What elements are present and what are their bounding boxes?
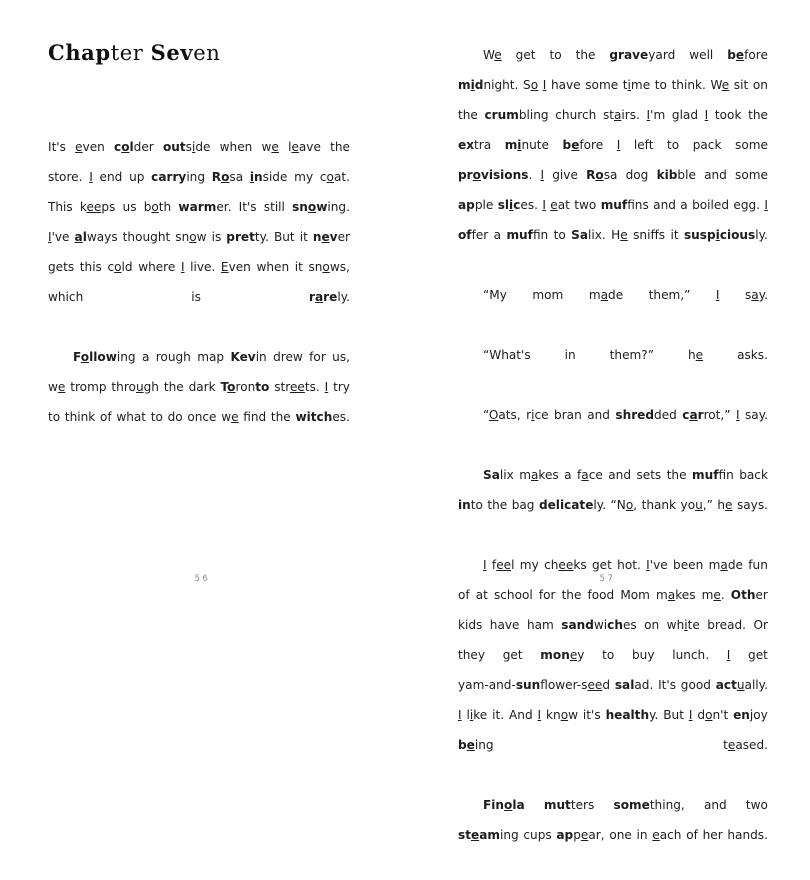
word: at [475,588,488,602]
word: hot. [617,558,641,572]
word: always [74,230,118,245]
chapter-title-segment-3: en [193,41,221,65]
word: have [550,78,581,92]
word: think [64,410,96,425]
word: thank [641,498,677,512]
word: I [540,168,545,182]
word: two [574,198,597,212]
word: store. [48,170,83,185]
word: And [509,708,533,722]
word: offer [458,228,489,242]
word: white [666,618,700,632]
word: the [575,48,596,62]
word: they [458,648,486,662]
word: I [726,648,731,662]
word: colder [114,140,154,155]
word: of [686,828,698,842]
word: gets [48,260,75,275]
paragraph [458,280,768,340]
word: took [714,108,742,122]
word: it [294,260,303,275]
word: to [553,228,566,242]
word: and [653,198,676,212]
word: Even [220,260,251,275]
word: boiled [692,198,730,212]
chapter-title-segment-2: Sev [150,40,194,65]
word: cheeks [544,558,587,572]
word: give [552,168,578,182]
word: “Oats, [483,408,521,422]
word: say. [744,288,768,302]
word: when [256,260,290,275]
word: back [739,468,768,482]
word: know [546,708,579,722]
word: money [540,648,585,662]
word: of [99,410,112,425]
word: made [588,288,624,302]
word: the [330,140,350,155]
word: Following [73,350,136,365]
word: Salix. [571,228,606,242]
word: say. [745,408,768,422]
word: muffin [506,228,549,242]
word: cups [523,828,552,842]
word: graveyard [609,48,676,62]
word: still [263,200,285,215]
word: feel [491,558,515,572]
word: Other [730,588,768,602]
word: Mom [620,588,650,602]
word: pretty. [226,230,269,245]
right-body-text [458,40,768,880]
word: even [75,140,105,155]
word: steaming [458,828,519,842]
word: something, [613,798,685,812]
word: I've [48,230,70,245]
word: is [211,230,222,245]
word: it. [492,708,505,722]
left-text-column [48,40,350,462]
page-left [0,0,405,608]
word: Kevin [230,350,267,365]
word: map [197,350,225,365]
word: her [702,828,723,842]
word: streets. [274,380,320,395]
word: Or [753,618,768,632]
word: tromp [70,380,107,395]
word: me. [701,588,725,602]
word: buy [632,648,655,662]
word: crumbling [484,108,549,122]
word: But [663,708,684,722]
word: It's [658,678,677,692]
word: We [483,48,502,62]
word: and [587,408,610,422]
word: glad [671,108,699,122]
paragraph [48,132,350,342]
word: the [487,498,508,512]
word: which [48,290,84,305]
word: coat. [319,170,350,185]
page-number-left: 56 [194,574,211,584]
word: to [602,648,615,662]
word: sit [733,78,749,92]
word: Rosa [586,168,618,182]
word: good [680,678,711,692]
chapter-title-segment-0: Chap [48,40,111,65]
word: We [710,78,730,92]
word: shredded [615,408,677,422]
word: think. [671,78,706,92]
word: sets [636,468,662,482]
word: I [89,170,93,185]
word: we [48,380,66,395]
word: snowing. [292,200,350,215]
word: Finola [483,798,525,812]
chapter-title [48,40,350,66]
word: the [748,108,768,122]
word: have [489,618,520,632]
word: I'm [646,108,666,122]
word: rough [155,350,191,365]
word: I [688,708,693,722]
word: you,” [680,498,713,512]
word: do [167,410,183,425]
word: on [644,618,660,632]
word: to [48,410,61,425]
word: before [562,138,604,152]
right-text-column [458,40,768,880]
word: I [715,288,720,302]
word: sandwiches [561,618,637,632]
word: cold [107,260,133,275]
word: what [116,410,147,425]
word: the [163,380,184,395]
word: and [704,168,727,182]
word: bag [511,498,535,512]
word: to [667,138,680,152]
word: kibble [656,168,696,182]
word: bran [554,408,582,422]
word: been [673,558,704,572]
word: get [591,558,612,572]
word: snow [175,230,207,245]
word: Salix [483,468,514,482]
word: minute [504,138,549,152]
word: I [542,78,547,92]
word: a [493,228,502,242]
word: made [708,558,743,572]
word: egg. [733,198,761,212]
word: dog [625,168,649,182]
word: carrot,” [682,408,731,422]
word: up [129,170,145,185]
word: get [748,648,768,662]
word: some [735,168,768,182]
word: get [502,648,523,662]
word: into [458,498,483,512]
word: to [549,48,562,62]
word: warmer. [178,200,232,215]
word: try [333,380,350,395]
word: actually. [715,678,768,692]
word: we [221,410,239,425]
word: school [493,588,533,602]
word: it [299,230,308,245]
word: I [764,198,768,212]
word: my [519,558,539,572]
word: Rosa [211,170,244,185]
word: in [636,828,648,842]
word: lunch. [672,648,710,662]
word: rice [526,408,549,422]
word: midnight. [458,78,519,92]
word: pack [692,138,722,152]
word: He [611,228,628,242]
word: hands. [727,828,768,842]
word: where [138,260,176,275]
paragraph [458,550,768,790]
word: keeps [79,200,116,215]
word: he [717,498,733,512]
word: But [273,230,295,245]
word: each [652,828,682,842]
word: face [577,468,603,482]
word: kids [458,618,483,632]
word: mom [532,288,564,302]
word: says. [736,498,768,512]
word: is [191,290,201,305]
word: one [609,828,632,842]
word: them,” [648,288,691,302]
left-body-text [48,132,350,462]
word: being [458,738,494,752]
word: healthy. [605,708,659,722]
word: stairs. [602,108,640,122]
word: this [79,260,102,275]
word: church [555,108,597,122]
word: “What's [483,348,531,362]
paragraph [458,40,768,280]
word: carrying [151,170,206,185]
word: I [616,138,621,152]
word: muffins [600,198,649,212]
word: well [689,48,714,62]
word: I [704,108,709,122]
word: us, [332,350,350,365]
word: and [703,798,727,812]
word: It's [238,200,257,215]
word: both [143,200,172,215]
word: enjoy [733,708,768,722]
word: a [141,350,150,365]
word: end [99,170,123,185]
word: for [309,350,326,365]
word: get [515,48,536,62]
word: slices. [497,198,538,212]
word: the [270,410,291,425]
word: he [687,348,704,362]
word: mutters [543,798,595,812]
word: suspiciously. [683,228,768,242]
word: delicately. [538,498,607,512]
page-number-right: 57 [599,574,616,584]
word: I [483,558,487,572]
word: left [633,138,654,152]
paragraph [458,400,768,460]
word: sniffs [633,228,666,242]
word: like [466,708,488,722]
word: time [622,78,651,92]
word: and [608,468,632,482]
word: before [727,48,768,62]
word: some [735,138,768,152]
word: apple [458,198,494,212]
page-right [405,0,810,842]
word: of [458,588,470,602]
word: on [752,78,768,92]
word: inside [249,170,288,185]
word: the [666,468,687,482]
word: I [458,708,462,722]
word: So [523,78,539,92]
word: in [564,348,576,362]
word: drew [273,350,303,365]
word: teased. [723,738,768,752]
word: provisions. [458,168,533,182]
word: It's [48,140,66,155]
word: outside [162,140,211,155]
word: the [458,108,478,122]
word: eat [550,198,570,212]
word: us [122,200,137,215]
word: I [735,408,740,422]
word: I [542,198,546,212]
word: for [538,588,556,602]
word: makes [519,468,559,482]
word: muffin [691,468,734,482]
word: I [324,380,329,395]
chapter-title-segment-1: ter [110,41,151,65]
word: yam-and-sunflower-seed [458,678,611,692]
word: my [294,170,314,185]
word: them?” [609,348,654,362]
word: thought [122,230,171,245]
word: when [219,140,253,155]
paragraph [48,342,350,462]
paragraph [458,340,768,400]
word: “My [483,288,507,302]
paragraph [458,790,768,880]
word: leave [288,140,321,155]
word: live. [190,260,216,275]
word: appear, [556,828,605,842]
word: rarely. [309,290,350,305]
word: This [48,200,73,215]
word: it [670,228,679,242]
word: food [587,588,615,602]
word: makes [656,588,696,602]
word: “No, [610,498,638,512]
word: to [654,78,667,92]
word: extra [458,138,492,152]
word: dark [188,380,216,395]
word: to [150,410,163,425]
word: it's [582,708,601,722]
chapter-title-spacer [48,66,350,132]
word: a [680,198,688,212]
word: Toronto [220,380,270,395]
word: I [537,708,542,722]
word: I've [646,558,668,572]
word: through [111,380,159,395]
word: fnd [243,410,267,425]
word: bread. [707,618,747,632]
word: we [261,140,279,155]
word: a [564,468,572,482]
word: two [745,798,768,812]
word: snows, [308,260,350,275]
word: fun [748,558,768,572]
word: ham [526,618,554,632]
word: never [312,230,350,245]
word: I [180,260,185,275]
word: witches. [295,410,350,425]
paragraph [458,460,768,550]
word: salad. [614,678,654,692]
word: some [585,78,619,92]
word: asks. [737,348,768,362]
word: once [187,410,217,425]
word: don't [697,708,729,722]
word: the [561,588,582,602]
